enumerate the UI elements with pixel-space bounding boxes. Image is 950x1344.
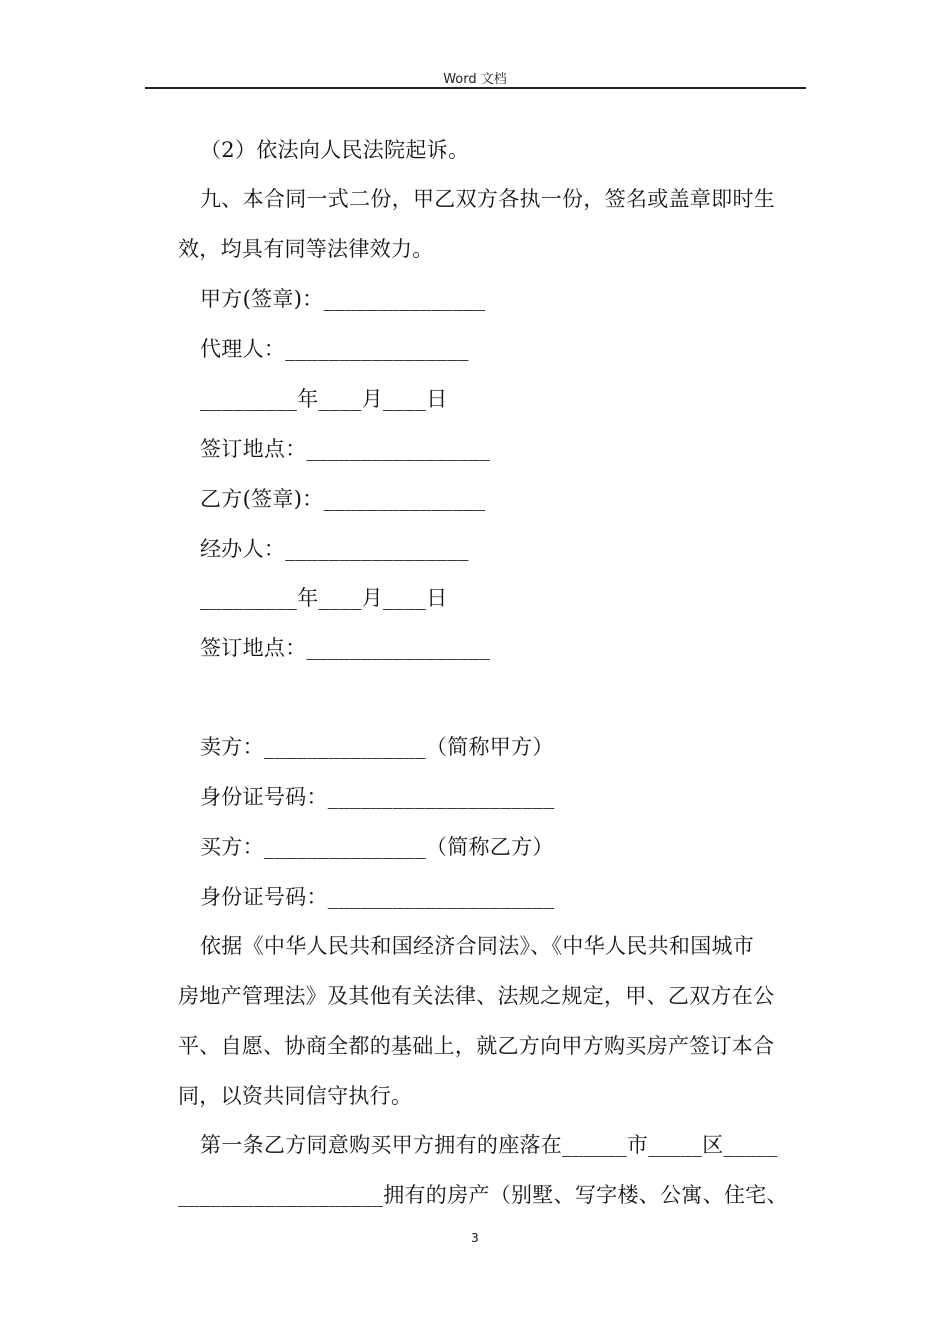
- page-header: Word 文档: [443, 72, 507, 87]
- text-line: （2）依法向人民法院起诉。: [200, 138, 470, 162]
- text-line: 依据《中华人民共和国经济合同法》、《中华人民共和国城市: [200, 934, 755, 958]
- text-line: 代理人：_________________: [200, 337, 469, 361]
- text-line: 同，以资共同信守执行。: [178, 1084, 413, 1108]
- text-line: 身份证号码：_____________________: [200, 885, 555, 909]
- text-line: _________年____月____日: [200, 586, 448, 610]
- header-rule: [145, 87, 806, 89]
- text-line: 平、自愿、协商全都的基础上，就乙方向甲方购买房产签订本合: [178, 1034, 775, 1058]
- text-line: 第一条乙方同意购买甲方拥有的座落在______市_____区_____: [200, 1133, 778, 1157]
- text-line: 效，均具有同等法律效力。: [178, 237, 434, 261]
- text-line: _________年____月____日: [200, 387, 448, 411]
- text-line: 房地产管理法》及其他有关法律、法规之规定，甲、乙双方在公: [178, 984, 775, 1008]
- text-line: ___________________拥有的房产（别墅、写字楼、公寓、住宅、: [178, 1183, 788, 1207]
- text-line: 乙方(签章)：_______________: [200, 487, 486, 511]
- text-line: 九、本合同一式二份，甲乙双方各执一份，签名或盖章即时生: [200, 187, 776, 211]
- text-line: 身份证号码：_____________________: [200, 785, 555, 809]
- text-line: 买方：_______________（简称乙方）: [200, 835, 554, 859]
- page-number: 3: [471, 1231, 479, 1245]
- text-line: 经办人：_________________: [200, 537, 469, 561]
- text-line: 签订地点：_________________: [200, 636, 491, 660]
- text-line: 签订地点：_________________: [200, 437, 491, 461]
- text-line: 卖方：_______________（简称甲方）: [200, 735, 554, 759]
- text-line: 甲方(签章)：_______________: [200, 287, 486, 311]
